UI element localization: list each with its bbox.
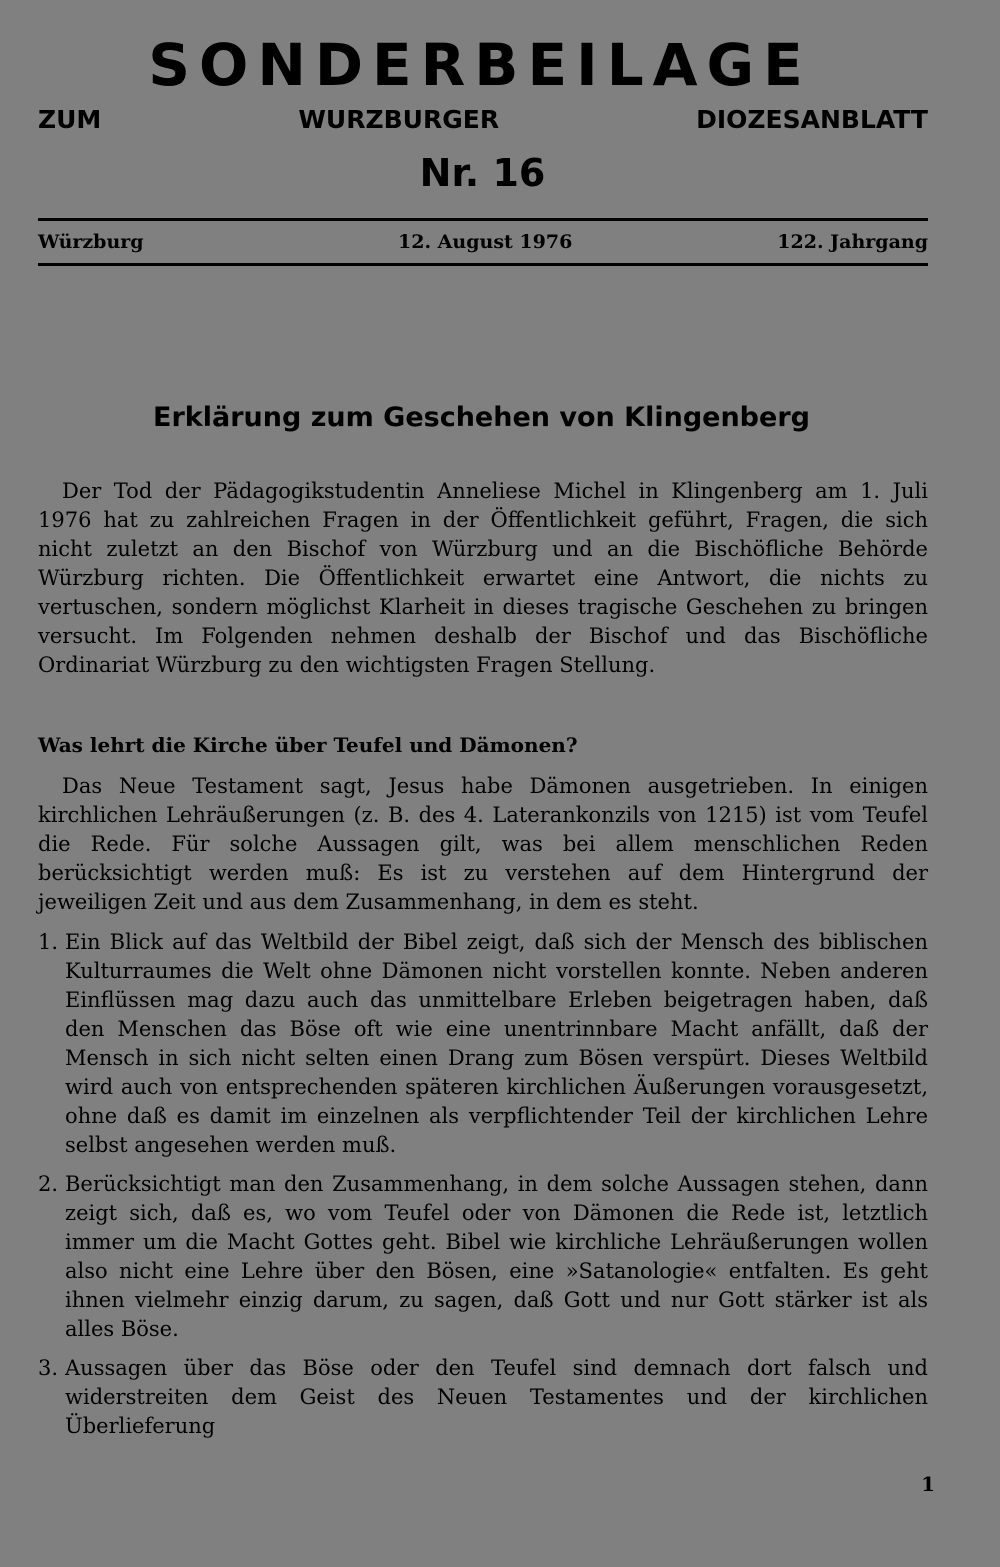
masthead-subtitle-word: ZUM [38, 105, 102, 134]
issue-number: Nr. 16 [419, 151, 546, 195]
masthead-subtitle-word: DIOZESANBLATT [696, 105, 928, 134]
dateline-place: Würzburg [38, 231, 144, 253]
list-item-text: Berücksichtigt man den Zusammenhang, in dem solche Aussagen stehen, dann zeigt sich, daß es, wo vom Teufel oder von Dämonen die Rede ist, letztlich immer um die Macht Gottes geht. Bibel wie kirchliche Lehräußerungen wollen also nicht eine Lehre über den Bösen, eine »Satanologie« entfalten. Es geht ihnen vielmehr einzig darum, zu sagen, daß Gott und nur Gott stärker ist als alles Böse. [65, 1172, 928, 1341]
list-item-text: Aussagen über das Böse oder den Teufel sind demnach dort falsch und widerstreiten dem Geist des Neuen Testamentes und der kirchlichen Überlieferung [65, 1356, 928, 1438]
list-item-text: Ein Blick auf das Weltbild der Bibel zeigt, daß sich der Mensch des biblischen Kulturraumes die Welt ohne Dämonen nicht vorstellen konnte. Neben anderen Einflüssen mag dazu auch das unmittelbare Erleben beigetragen haben, daß den Menschen das Böse oft wie eine unentrinnbare Macht anfällt, daß der Mensch in sich nicht selten einen Drang zum Bösen verspürt. Dieses Weltbild wird auch von entsprechenden späteren kirchlichen Äußerungen vorausgesetzt, ohne daß es damit im einzelnen als verpflichtender Teil der kirchlichen Lehre selbst angesehen werden muß. [65, 930, 928, 1157]
masthead-title: SONDERBEILAGE [148, 31, 812, 99]
header-rule-top [38, 218, 928, 221]
header-rule-bottom [38, 263, 928, 266]
dateline-volume: 122. Jahrgang [777, 231, 928, 253]
list-item-number: 2. [38, 1172, 59, 1196]
dateline [38, 228, 928, 258]
page-number: 1 [921, 1472, 935, 1496]
intro-paragraph: Der Tod der Pädagogikstudentin Anneliese Michel in Klingenberg am 1. Juli 1976 hat zu zahlreichen Fragen in der Öffentlichkeit geführt, Fragen, die sich nicht zuletzt an den Bischof von Würzburg und an die Bischöfliche Behörde Würzburg richten. Die Öffentlichkeit erwartet eine Antwort, die nichts zu vertuschen, sondern möglichst Klarheit in dieses tragische Geschehen zu bringen versucht. Im Folgenden nehmen deshalb der Bischof und das Bischöfliche Ordinariat Würzburg zu den wichtigsten Fragen Stellung. [38, 479, 928, 677]
list-item [38, 1354, 928, 1441]
dateline-date: 12. August 1976 [398, 231, 573, 253]
list-item [38, 1170, 928, 1344]
article-title: Erklärung zum Geschehen von Klingenberg [153, 402, 810, 433]
list-item [38, 928, 928, 1160]
masthead-subtitle-word: WURZBURGER [298, 105, 500, 134]
list-item-number: 1. [38, 930, 59, 954]
section-paragraph: Das Neue Testament sagt, Jesus habe Dämonen ausgetrieben. In einigen kirchlichen Lehräußerungen (z. B. des 4. Laterankonzils von 1215) ist vom Teufel die Rede. Für solche Aussagen gilt, was bei allem menschlichen Reden berücksichtigt werden muß: Es ist zu verstehen auf dem Hintergrund der jeweiligen Zeit und aus dem Zusammenhang, in dem es steht. [38, 774, 928, 914]
list-item-number: 3. [38, 1356, 59, 1380]
section-heading: Was lehrt die Kirche über Teufel und Dämonen? [38, 733, 578, 757]
numbered-list [38, 928, 928, 1451]
masthead-subtitle [38, 104, 928, 136]
